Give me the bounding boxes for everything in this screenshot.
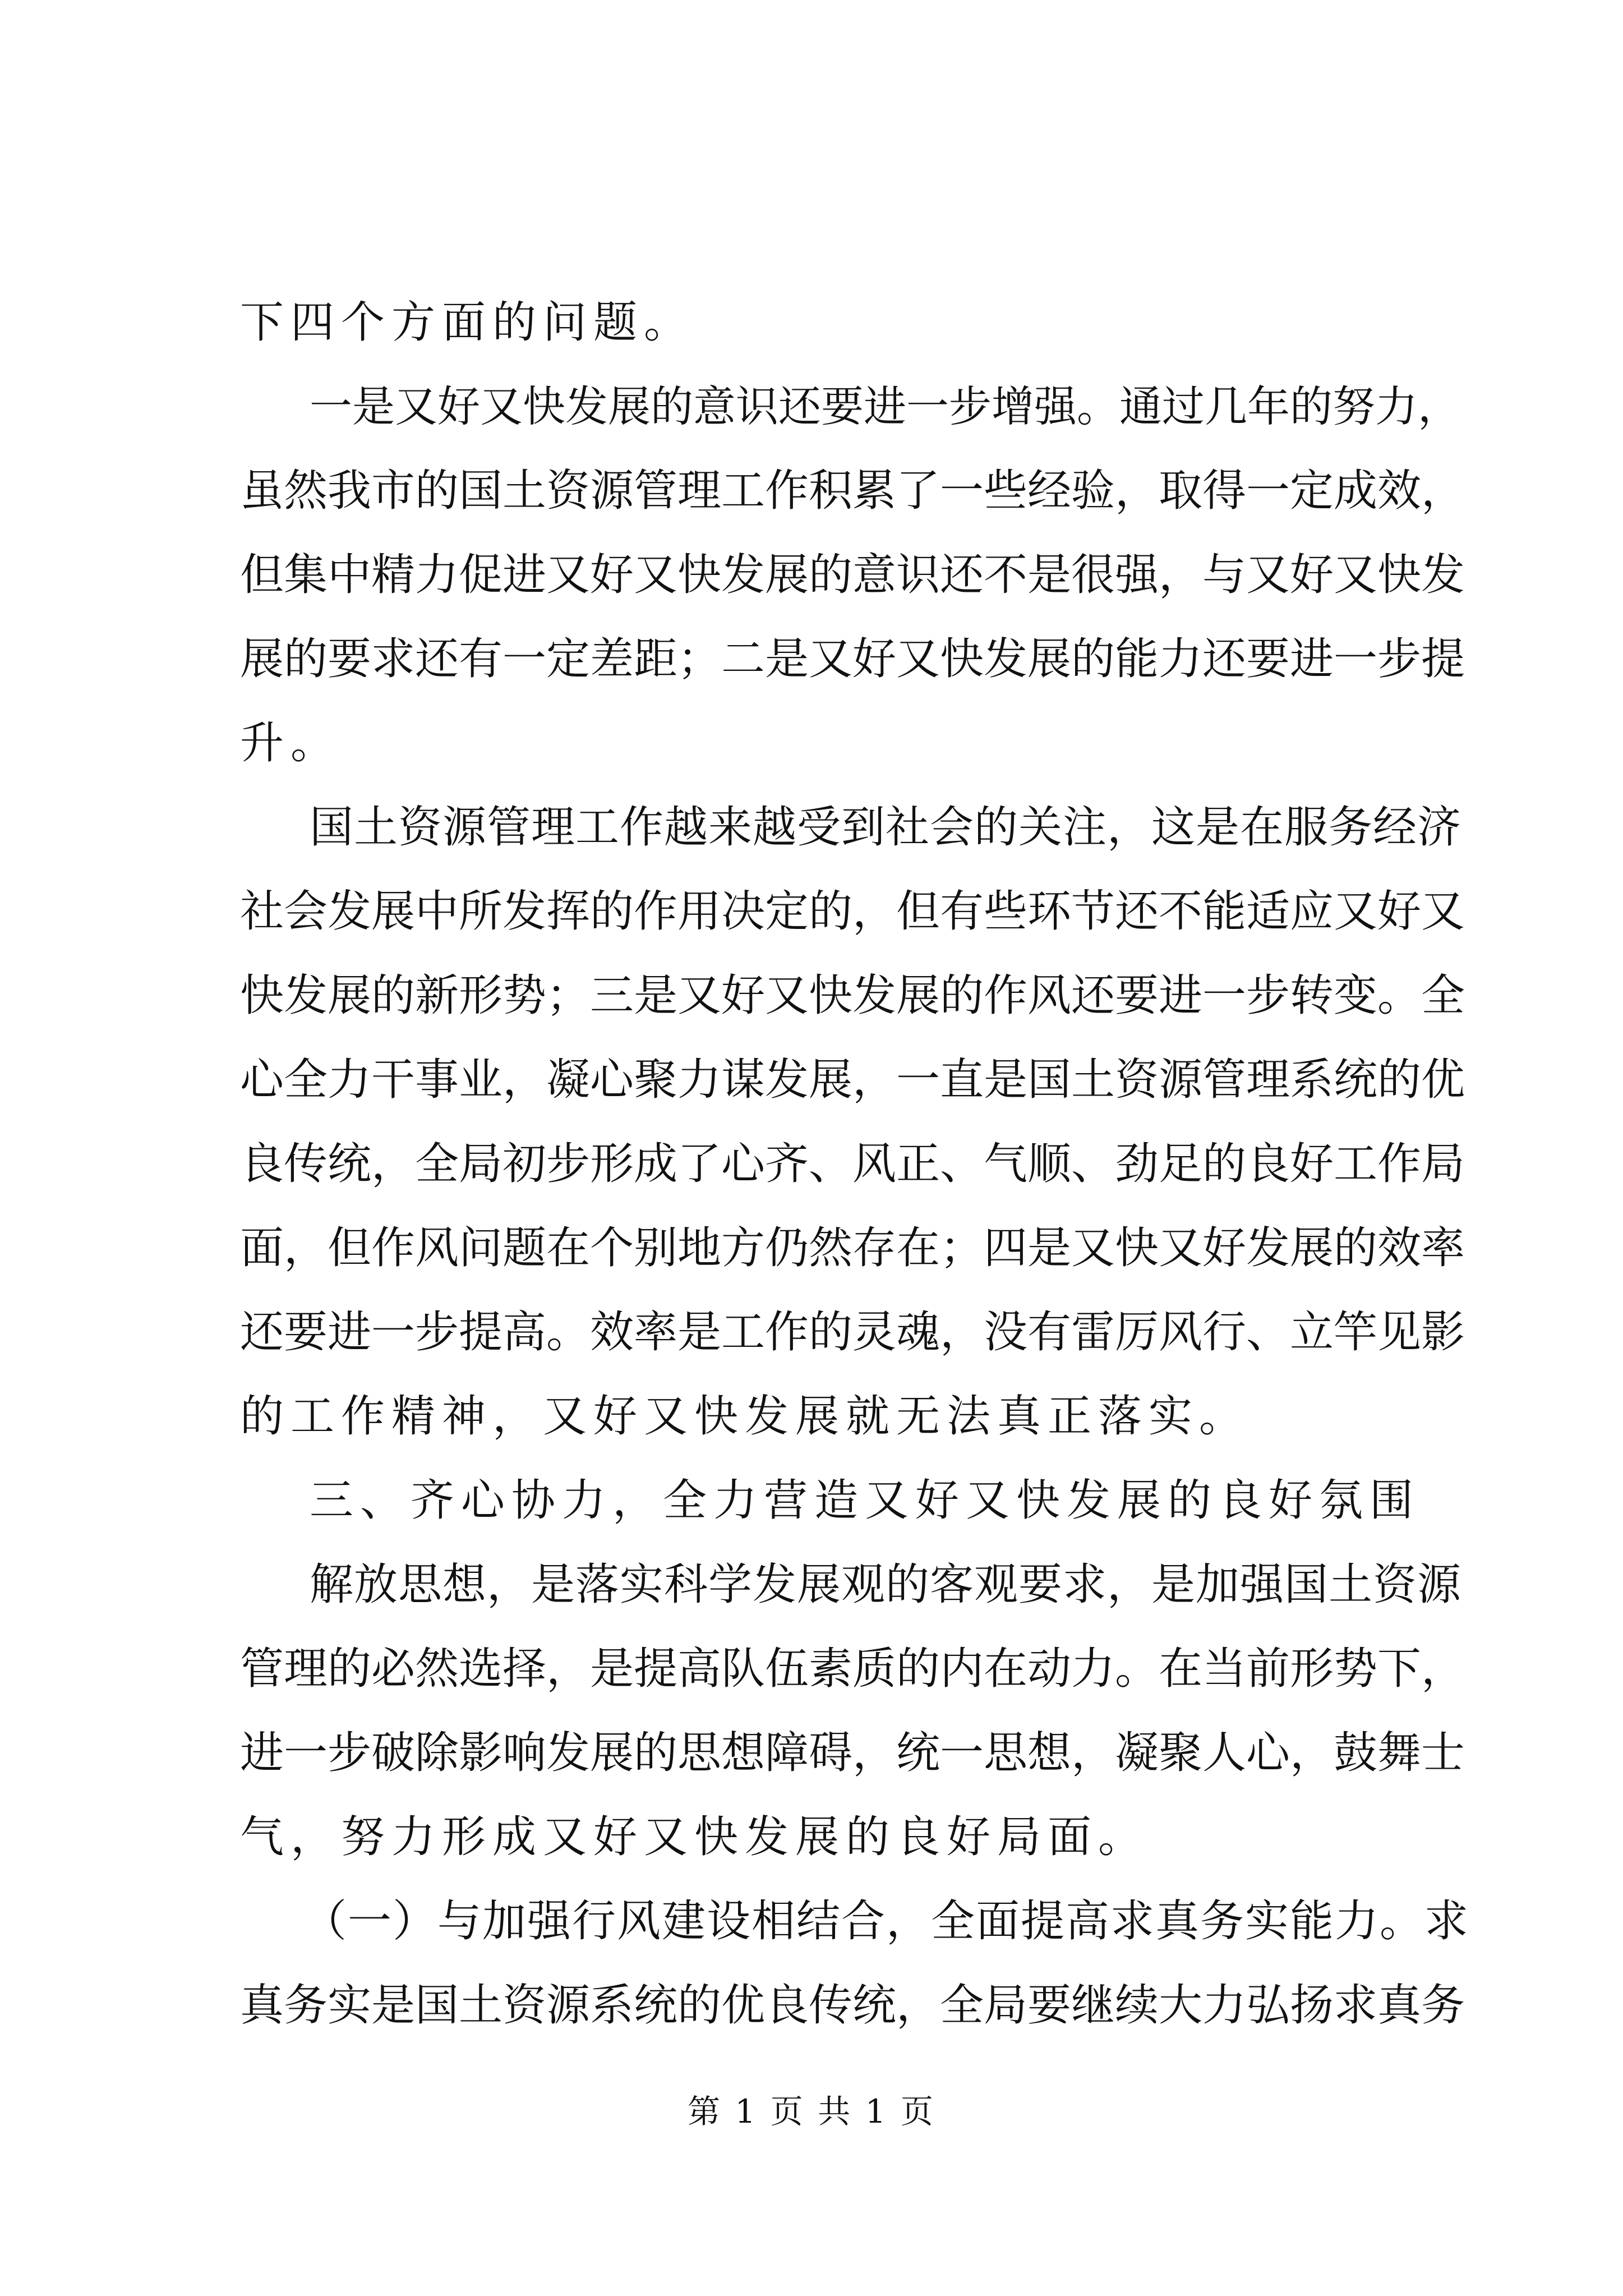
text-line: 还要进一步提高。效率是工作的灵魂，没有雷厉风行、立竿见影	[240, 1307, 1465, 1358]
section-heading: 三、齐心协力，全力营造又好又快发展的良好氛围	[310, 1475, 1421, 1526]
text-line: 但集中精力促进又好又快发展的意识还不是很强，与又好又快发	[240, 550, 1465, 600]
text-line: 进一步破除影响发展的思想障碍，统一思想，凝聚人心，鼓舞士	[240, 1728, 1465, 1778]
paragraph-3-line: 解放思想，是落实科学发展观的客观要求，是加强国土资源	[310, 1559, 1462, 1610]
subsection-line: （一）与加强行风建设相结合，全面提高求真务实能力。求	[303, 1896, 1470, 1947]
text-line: 升。	[240, 718, 342, 769]
paragraph-1-line: 一是又好又快发展的意识还要进一步增强。通过几年的努力，	[310, 381, 1460, 431]
text-line: 社会发展中所发挥的作用决定的，但有些环节还不能适应又好又	[240, 886, 1465, 937]
paragraph-2-line: 国土资源管理工作越来越受到社会的关注，这是在服务经济	[310, 802, 1462, 853]
text-line: 气，努力形成又好又快发展的良好局面。	[240, 1812, 1149, 1862]
text-line: 快发展的新形势；三是又好又快发展的作风还要进一步转变。全	[240, 970, 1465, 1021]
text-line: 的工作精神，又好又快发展就无法真正落实。	[240, 1391, 1250, 1442]
text-line: 展的要求还有一定差距；二是又好又快发展的能力还要进一步提	[240, 634, 1465, 684]
text-line: 下四个方面的问题。	[240, 297, 695, 348]
text-line: 管理的必然选择，是提高队伍素质的内在动力。在当前形势下，	[240, 1644, 1465, 1694]
text-line: 心全力干事业，凝心聚力谋发展，一直是国土资源管理系统的优	[240, 1055, 1465, 1105]
text-line: 良传统，全局初步形成了心齐、风正、气顺、劲足的良好工作局	[240, 1139, 1465, 1189]
page-footer: 第 1 页 共 1 页	[688, 2092, 935, 2131]
text-line: 真务实是国土资源系统的优良传统，全局要继续大力弘扬求真务	[240, 1980, 1465, 2031]
text-line: 面，但作风问题在个别地方仍然存在；四是又快又好发展的效率	[240, 1223, 1465, 1273]
text-line: 虽然我市的国土资源管理工作积累了一些经验，取得一定成效，	[240, 466, 1465, 516]
